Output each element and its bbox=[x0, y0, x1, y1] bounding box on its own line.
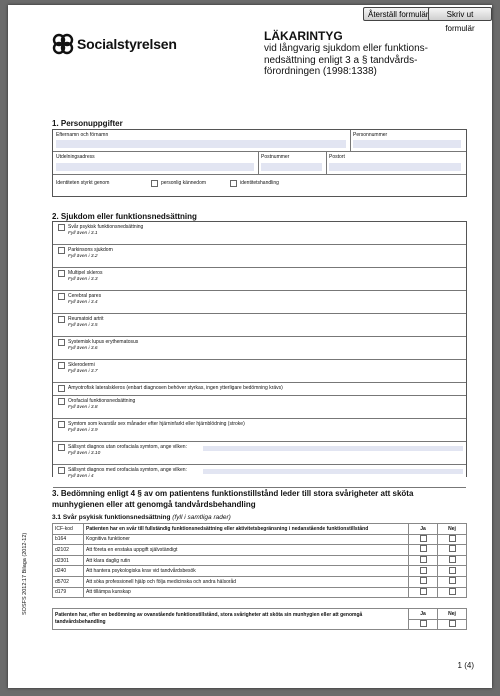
diagnosis-item bbox=[53, 396, 466, 419]
subsection-3-1-heading bbox=[52, 514, 231, 521]
icf-table-header bbox=[53, 524, 467, 535]
icf-code: d240 bbox=[53, 566, 84, 577]
personal-knowledge-checkbox[interactable] bbox=[151, 180, 158, 187]
yes-checkbox[interactable] bbox=[420, 588, 427, 595]
diagnosis-label: Parkinsons sjukdom bbox=[68, 247, 113, 253]
diagnosis-item bbox=[53, 419, 466, 442]
diagnosis-item bbox=[53, 245, 466, 268]
yes-header: Ja bbox=[409, 524, 438, 535]
summary-yes-checkbox[interactable] bbox=[420, 620, 427, 627]
icf-code: d2301 bbox=[53, 555, 84, 566]
diagnosis-label: Sällsynt diagnos med orofaciala symtom, ange vilken: bbox=[68, 467, 187, 473]
summary-text: Patienten har, efter en bedömning av ovanstående funktionstillstånd, stora svårigheter att sköta sin munhygien eller att genomgå tandvårdsbehandling bbox=[53, 609, 409, 630]
icf-desc-header: Patienten har en svår till fullständig funktionsnedsättning eller aktivitetsbegränsning i nedanstående funktionstillstånd bbox=[84, 524, 409, 535]
diagnosis-label: Reumatoid artrit bbox=[68, 316, 104, 322]
form-page bbox=[8, 5, 492, 688]
id-document-checkbox[interactable] bbox=[230, 180, 237, 187]
diagnosis-item bbox=[53, 442, 466, 465]
rare-diagnosis-oral-field[interactable] bbox=[203, 469, 463, 474]
icf-code: d2102 bbox=[53, 545, 84, 556]
summary-table bbox=[52, 608, 467, 630]
section-3-heading bbox=[52, 488, 472, 510]
diagnosis-item bbox=[53, 314, 466, 337]
diagnosis-checkbox[interactable] bbox=[58, 247, 65, 254]
diagnosis-checkbox[interactable] bbox=[58, 339, 65, 346]
diagnosis-instruction: Fyll även i 3.9 bbox=[68, 428, 98, 433]
section-3-heading-line: munhygienen eller att genomgå tandvårdsbehandling bbox=[52, 500, 256, 509]
logo-text: Socialstyrelsen bbox=[77, 36, 177, 52]
section-1-heading: 1. Personuppgifter bbox=[52, 119, 123, 128]
subtitle-line: förordningen (1998:1338) bbox=[264, 66, 377, 77]
diagnosis-label: Sklerodermi bbox=[68, 362, 95, 368]
name-label: Efternamn och förnamn bbox=[56, 132, 109, 138]
diagnosis-label: Svår psykisk funktionsnedsättning bbox=[68, 224, 144, 230]
diagnosis-item bbox=[53, 337, 466, 360]
personal-knowledge-label: personlig kännedom bbox=[161, 180, 207, 186]
icf-code-header: ICF-kod bbox=[53, 524, 84, 535]
diagnosis-checkbox[interactable] bbox=[58, 421, 65, 428]
section-3-heading-line: 3. Bedömning enligt 4 § av om patientens funktionstillstånd leder till stora svårigheter att sköta bbox=[52, 489, 414, 498]
diagnosis-checkbox[interactable] bbox=[58, 398, 65, 405]
table-row bbox=[53, 545, 467, 556]
diagnosis-checkbox[interactable] bbox=[58, 362, 65, 369]
summary-no-header: Nej bbox=[438, 609, 467, 620]
no-checkbox[interactable] bbox=[449, 577, 456, 584]
no-header: Nej bbox=[438, 524, 467, 535]
diagnosis-instruction: Fyll även i 3.8 bbox=[68, 405, 98, 410]
diagnosis-checkbox[interactable] bbox=[58, 270, 65, 277]
diagnosis-label: Symtom som kvarstår sex månader efter hjärninfarkt eller hjärnblödning (stroke) bbox=[68, 421, 245, 427]
diagnosis-instruction: Fyll även i 3.2 bbox=[68, 254, 98, 259]
form-title: LÄKARINTYG bbox=[264, 29, 343, 43]
page-number: 1 (4) bbox=[457, 661, 474, 670]
yes-checkbox[interactable] bbox=[420, 577, 427, 584]
icf-code: d179 bbox=[53, 587, 84, 598]
diagnosis-checkbox[interactable] bbox=[58, 224, 65, 231]
diagnosis-item bbox=[53, 465, 466, 488]
no-checkbox[interactable] bbox=[449, 556, 456, 563]
diagnosis-instruction: Fyll även i 3.7 bbox=[68, 369, 98, 374]
table-row bbox=[53, 534, 467, 545]
diagnosis-label: Systemisk lupus erythematosus bbox=[68, 339, 139, 345]
personal-info-box bbox=[52, 129, 467, 197]
diagnosis-instruction: Fyll även i 3.6 bbox=[68, 346, 98, 351]
diagnosis-list bbox=[52, 221, 467, 477]
diagnosis-label: Amyotrofisk lateralskleros (enbart diagnosen behöver styrkas, ingen ytterligare bedömning krävs) bbox=[68, 385, 283, 391]
subsection-title: 3.1 Svår psykisk funktionsnedsättning bbox=[52, 514, 171, 521]
yes-checkbox[interactable] bbox=[420, 545, 427, 552]
diagnosis-item bbox=[53, 268, 466, 291]
diagnosis-checkbox[interactable] bbox=[58, 316, 65, 323]
yes-checkbox[interactable] bbox=[420, 567, 427, 574]
table-row bbox=[53, 566, 467, 577]
document-reference: SOSFS 2012:17 Bilaga (2012-12) bbox=[22, 532, 28, 615]
section-2-heading: 2. Sjukdom eller funktionsnedsättning bbox=[52, 212, 197, 221]
summary-no-checkbox[interactable] bbox=[449, 620, 456, 627]
icf-desc: Att företa en enstaka uppgift självständigt bbox=[84, 545, 409, 556]
address-field[interactable] bbox=[56, 163, 254, 171]
rare-diagnosis-field[interactable] bbox=[203, 446, 463, 451]
summary-row bbox=[53, 609, 467, 620]
postort-field[interactable] bbox=[329, 163, 461, 171]
diagnosis-instruction: Fyll även i 4 bbox=[68, 474, 94, 479]
diagnosis-instruction: Fyll även i 3.4 bbox=[68, 300, 98, 305]
socialstyrelsen-logo bbox=[52, 33, 177, 55]
identity-label: Identiteten styrkt genom bbox=[56, 180, 110, 186]
icf-desc: Att hantera psykologiska krav vid tandvårdsbesök bbox=[84, 566, 409, 577]
diagnosis-checkbox[interactable] bbox=[58, 467, 65, 474]
diagnosis-item bbox=[53, 222, 466, 245]
diagnosis-label: Sällsynt diagnos utan orofaciala symtom, ange vilken: bbox=[68, 444, 187, 450]
diagnosis-instruction: Fyll även i 3.1 bbox=[68, 231, 98, 236]
icf-code: d5702 bbox=[53, 576, 84, 587]
reset-form-button[interactable]: Återställ formulär bbox=[363, 7, 433, 21]
form-subtitle bbox=[264, 43, 464, 78]
personnummer-label: Personnummer bbox=[353, 132, 388, 138]
diagnosis-checkbox[interactable] bbox=[58, 293, 65, 300]
summary-yes-header: Ja bbox=[409, 609, 438, 620]
diagnosis-checkbox[interactable] bbox=[58, 385, 65, 392]
diagnosis-instruction: Fyll även i 3.3 bbox=[68, 277, 98, 282]
postnummer-field[interactable] bbox=[261, 163, 322, 171]
name-field[interactable] bbox=[56, 140, 346, 148]
table-row bbox=[53, 576, 467, 587]
diagnosis-label: Cerebral pares bbox=[68, 293, 102, 299]
no-checkbox[interactable] bbox=[449, 567, 456, 574]
yes-checkbox[interactable] bbox=[420, 556, 427, 563]
logo-emblem-icon bbox=[52, 33, 74, 55]
diagnosis-item bbox=[53, 383, 466, 396]
diagnosis-item bbox=[53, 360, 466, 383]
no-checkbox[interactable] bbox=[449, 545, 456, 552]
table-row bbox=[53, 555, 467, 566]
yes-checkbox[interactable] bbox=[420, 535, 427, 542]
icf-desc: Att söka professionell hjälp och följa medicinska och andra hälsoråd bbox=[84, 576, 409, 587]
no-checkbox[interactable] bbox=[449, 588, 456, 595]
icf-code: b164 bbox=[53, 534, 84, 545]
icf-desc: Kognitiva funktioner bbox=[84, 534, 409, 545]
id-document-label: identitetshandling bbox=[240, 180, 279, 186]
diagnosis-label: Orofacial funktionsnedsättning bbox=[68, 398, 136, 404]
print-form-button[interactable]: Skriv ut formulär bbox=[428, 7, 492, 21]
diagnosis-checkbox[interactable] bbox=[58, 444, 65, 451]
diagnosis-instruction: Fyll även i 3.5 bbox=[68, 323, 98, 328]
icf-desc: Att klara daglig rutin bbox=[84, 555, 409, 566]
postnummer-label: Postnummer bbox=[261, 154, 290, 160]
address-label: Utdelningsadress bbox=[56, 154, 95, 160]
subtitle-line: vid långvarig sjukdom eller funktions- bbox=[264, 43, 428, 54]
no-checkbox[interactable] bbox=[449, 535, 456, 542]
diagnosis-instruction: Fyll även i 3.10 bbox=[68, 451, 101, 456]
diagnosis-label: Multipel skleros bbox=[68, 270, 103, 276]
table-row bbox=[53, 587, 467, 598]
icf-table bbox=[52, 523, 467, 598]
icf-desc: Att tillämpa kunskap bbox=[84, 587, 409, 598]
postort-label: Postort bbox=[329, 154, 345, 160]
subtitle-line: nedsättning enligt 3 a § tandvårds- bbox=[264, 54, 418, 66]
diagnosis-item bbox=[53, 291, 466, 314]
subsection-note: (fyll i samtliga rader) bbox=[172, 514, 231, 521]
personnummer-field[interactable] bbox=[353, 140, 461, 148]
